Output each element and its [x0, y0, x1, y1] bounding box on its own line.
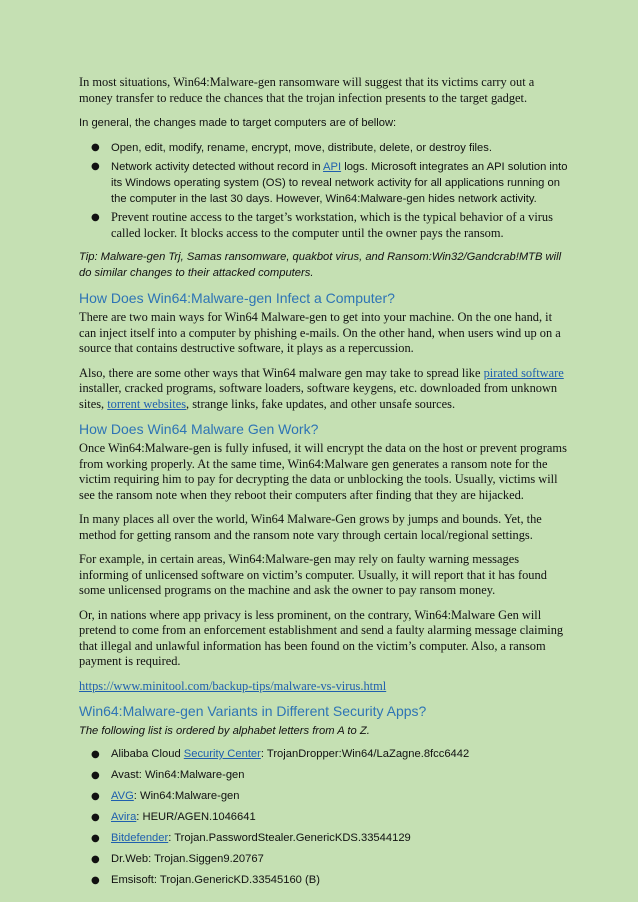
work-heading: How Does Win64 Malware Gen Work?	[79, 421, 319, 437]
bullet-icon: ●	[91, 812, 100, 823]
variants-list	[79, 747, 568, 888]
url-paragraph	[79, 679, 568, 695]
list-item	[79, 159, 568, 207]
changes-list	[79, 140, 568, 241]
list-item-text: Prevent routine access to the target’s workstation, which is the typical behavior of a virus called locker. It blocks access to the computer until the owner pays the ransom.	[111, 210, 553, 240]
list-item: ● Alibaba Cloud Security Center: TrojanDropper:Win64/LaZagne.8fcc6442	[91, 748, 470, 760]
avg-link[interactable]: AVG	[111, 790, 134, 802]
tip-paragraph: Tip: Malware-gen Trj, Samas ransomware, quakbot virus, and Ransom:Win32/Gandcrab!MTB will do similar changes to their attacked computers.	[79, 251, 562, 279]
infect-heading: How Does Win64:Malware-gen Infect a Computer?	[79, 290, 395, 306]
torrent-websites-link[interactable]: torrent websites	[107, 396, 187, 411]
bitdefender-link[interactable]: Bitdefender	[111, 832, 169, 844]
list-item-text: Network activity detected without record in	[111, 161, 324, 173]
list-item: ● Avira: HEUR/AGEN.1046641	[91, 811, 256, 823]
pirated-software-link[interactable]: pirated software	[483, 365, 564, 380]
work-paragraph-2: In many places all over the world, Win64 Malware-Gen grows by jumps and bounds. Yet, the method for getting ransom and the ransom note vary through certain local/regional settings.	[79, 512, 542, 542]
security-center-link[interactable]: Security Center	[183, 748, 261, 760]
list-item: ● Bitdefender: Trojan.PasswordStealer.GenericKDS.33544129	[91, 832, 411, 844]
intro-paragraph-2: In general, the changes made to target computers are of bellow:	[79, 117, 397, 129]
avira-link[interactable]: Avira	[111, 811, 137, 823]
infect-paragraph-1: There are two main ways for Win64 Malware-gen to get into your machine. On the one hand, it can inject itself into a computer by phishing e-mails. On the other hand, when users wind up on a source that contains destructive software, it plays as a repercussion.	[79, 310, 561, 355]
bullet-icon: ●	[91, 212, 100, 223]
list-item	[79, 210, 568, 241]
work-paragraph-3: For example, in certain areas, Win64:Malware-gen may rely on faulty warning messages informing of unlicensed software on victim’s computer. Usually, it will report that it has found some unlicensed programs on the machine and ask the owner to pay ransom money.	[79, 552, 547, 597]
bullet-icon: ●	[91, 854, 100, 865]
bullet-icon: ●	[91, 161, 100, 172]
bullet-icon: ●	[91, 875, 100, 886]
bullet-icon: ●	[91, 770, 100, 781]
bullet-icon: ●	[91, 791, 100, 802]
bullet-icon: ●	[91, 749, 100, 760]
work-paragraph-1: Once Win64:Malware-gen is fully infused, it will encrypt the data on the host or prevent programs from working properly. At the same time, Win64:Malware gen generates a ransom note for the victim requiring him to pay for decrypting the data or unblocking the tools. Usually, victims will see the ransom note when they reboot their computers after finding that they are hijacked.	[79, 441, 567, 502]
list-item: ● Avast: Win64:Malware-gen	[91, 769, 245, 781]
api-link[interactable]: API	[323, 161, 342, 173]
intro-paragraph-1: In most situations, Win64:Malware-gen ransomware will suggest that its victims carry out a money transfer to reduce the chances that the trojan infection presents to the target gadget.	[79, 75, 535, 105]
list-item: ● AVG: Win64:Malware-gen	[91, 790, 240, 802]
work-paragraph-4: Or, in nations where app privacy is less prominent, on the contrary, Win64:Malware Gen will pretend to come from an enforcement establishment and send a faulty alarming message claiming that illegal and unlawful information has been found on the victim’s computer. Also, a ransom payment is required.	[79, 607, 564, 668]
variants-lead: The following list is ordered by alphabet letters from A to Z.	[79, 725, 370, 737]
list-item	[79, 140, 568, 156]
bullet-icon: ●	[91, 833, 100, 844]
list-item-text: Open, edit, modify, rename, encrypt, move, distribute, delete, or destroy files.	[111, 142, 492, 154]
infect-paragraph-2: Also, there are some other ways that Win64 malware gen may take to spread like pirated software installer, cracked programs, software loaders, software keygens, etc. downloaded from unknown sites, torrent websites, strange links, fake updates, and other unsafe sources.	[79, 365, 564, 411]
bullet-icon: ●	[91, 142, 100, 153]
minitool-url-link[interactable]: https://www.minitool.com/backup-tips/malware-vs-virus.html	[79, 678, 387, 693]
variants-heading: Win64:Malware-gen Variants in Different Security Apps?	[79, 703, 427, 719]
list-item-text: logs. Microsoft integrates an API solution into its Windows operating system (OS) to reveal network activity for all applications running on the computer in the last 30 days. However, Win64:Malware-gen hides network activity.	[111, 161, 568, 205]
list-item: ● Dr.Web: Trojan.Siggen9.20767	[91, 853, 264, 865]
list-item: ● Emsisoft: Trojan.GenericKD.33545160 (B)	[91, 874, 320, 886]
